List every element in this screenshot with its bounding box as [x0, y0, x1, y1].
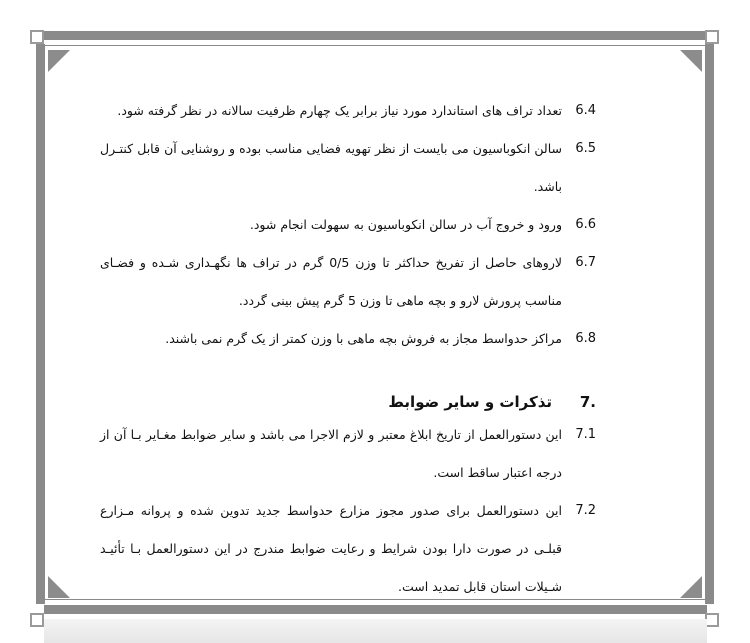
section-number: 7.: [579, 393, 596, 411]
frame-border-left: [36, 44, 45, 604]
item-number: 6.4: [575, 103, 596, 118]
item-text: سالن انکوباسیون می بایست از نظر تهویه فضایی مناسب بوده و روشنایی آن قابل کنتـرل باشد.: [100, 141, 562, 194]
list-item-6-7: [100, 244, 596, 320]
frame-corner-square-top-left: [30, 30, 44, 44]
item-text: این دستورالعمل برای صدور مجوز مزارع حدواسط جدید تدوین شده و پروانه مـزارع قبلـی در صورت دارا بودن شرایط و رعایت ضوابط مندرج در این دستورالعمل بـا تأئیـد شـیلات استان قابل تمدید است.: [100, 503, 562, 594]
item-text: این دستورالعمل از تاریخ ابلاغ معتبر و لازم الاجرا می باشد و سایر ضوابط مغـایر بـا آن از درجه اعتبار ساقط است.: [100, 427, 562, 480]
item-number: 6.7: [575, 255, 596, 270]
list-item-6-4: [100, 92, 596, 130]
page-bottom-strip: [44, 619, 707, 643]
document-body: [100, 92, 596, 606]
frame-border-bottom: [44, 605, 707, 614]
item-text: مراکز حدواسط مجاز به فروش بچه ماهی با وزن کمتر از یک گرم نمی باشند.: [165, 331, 562, 346]
item-number: 7.1: [575, 427, 596, 442]
frame-corner-triangle-top-left: [48, 50, 70, 72]
list-item-7-2: [100, 492, 596, 606]
frame-corner-triangle-bottom-left: [48, 576, 70, 598]
frame-corner-square-top-right: [705, 30, 719, 44]
frame-border-top: [44, 31, 707, 40]
frame-border-right: [705, 44, 714, 604]
list-item-6-8: [100, 320, 596, 358]
frame-corner-square-bottom-right: [705, 613, 719, 627]
item-text: تعداد تراف های استاندارد مورد نیاز برابر یک چهارم ظرفیت سالانه در نظر گرفته شود.: [117, 103, 562, 118]
frame-corner-square-bottom-left: [30, 613, 44, 627]
item-text: لاروهای حاصل از تفریخ حداکثر تا وزن 0/5 گرم در تراف ها نگهـداری شـده و فضـای مناسب پرورش لارو و بچه ماهی تا وزن 5 گرم پیش بینی گردد.: [100, 255, 562, 308]
item-text: ورود و خروج آب در سالن انکوباسیون به سهولت انجام شود.: [249, 217, 562, 232]
list-item-7-1: [100, 416, 596, 492]
section-heading-7: [100, 388, 596, 416]
frame-inner-line-top: [44, 45, 707, 46]
item-number: 7.2: [575, 503, 596, 518]
section-title: تذکرات و سایر ضوابط: [388, 393, 552, 411]
frame-corner-triangle-top-right: [680, 50, 702, 72]
list-item-6-5: [100, 130, 596, 206]
item-number: 6.6: [575, 217, 596, 232]
frame-corner-triangle-bottom-right: [680, 576, 702, 598]
list-item-6-6: [100, 206, 596, 244]
item-number: 6.8: [575, 331, 596, 346]
item-number: 6.5: [575, 141, 596, 156]
